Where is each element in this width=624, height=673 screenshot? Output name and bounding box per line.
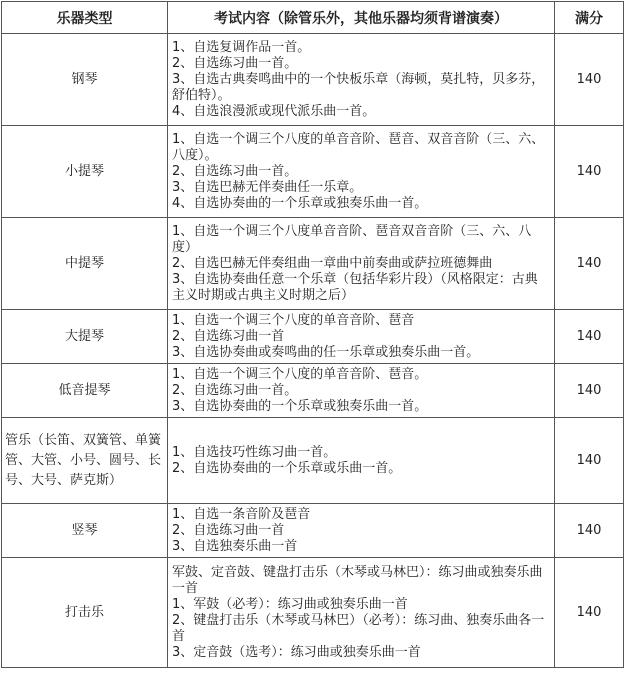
content-line: 2、自选练习曲一首 xyxy=(172,328,285,344)
instrument-type-cell: 小提琴 xyxy=(2,126,168,218)
instrument-type-cell: 低音提琴 xyxy=(2,364,168,418)
exam-content-cell xyxy=(168,504,555,558)
header-exam-content: 考试内容（除管乐外，其他乐器均须背谱演奏） xyxy=(168,2,555,34)
content-line: 1、自选一个调三个八度的单音音阶、琶音 xyxy=(172,312,415,328)
table-row xyxy=(2,418,624,504)
exam-content-cell xyxy=(168,126,555,218)
instrument-type-cell: 打击乐 xyxy=(2,558,168,668)
content-line: 1、自选一个调三个八度的单音音阶、琶音、双音音阶（三、六、八度）。 xyxy=(172,131,545,163)
content-line: 2、自选巴赫无伴奏组曲一章曲中前奏曲或萨拉班德舞曲 xyxy=(172,255,493,271)
content-line: 2、自选练习曲一首 xyxy=(172,522,285,538)
full-score-cell: 140 xyxy=(555,504,624,558)
table-row xyxy=(2,504,624,558)
table-row xyxy=(2,364,624,418)
content-line: 3、定音鼓（选考）：练习曲或独奏乐曲一首 xyxy=(172,644,421,660)
content-line: 2、自选练习曲一首。 xyxy=(172,163,298,179)
exam-content-cell xyxy=(168,364,555,418)
full-score-cell: 140 xyxy=(555,558,624,668)
content-line: 3、自选协奏曲的一个乐章或独奏乐曲一首。 xyxy=(172,398,428,414)
table-row xyxy=(2,34,624,126)
full-score-cell: 140 xyxy=(555,310,624,364)
full-score-cell: 140 xyxy=(555,364,624,418)
content-line: 2、自选练习曲一首。 xyxy=(172,382,298,398)
content-line: 1、自选复调作品一首。 xyxy=(172,39,311,55)
exam-content-cell xyxy=(168,34,555,126)
content-line: 1、自选技巧性练习曲一首。 xyxy=(172,444,337,460)
exam-content-cell xyxy=(168,558,555,668)
content-line: 1、自选一个调三个八度单音音阶、琶音双音音阶（三、六、八度） xyxy=(172,223,532,255)
content-line: 2、自选协奏曲的一个乐章或乐曲一首。 xyxy=(172,460,402,476)
full-score-cell: 140 xyxy=(555,218,624,310)
content-line: 3、自选协奏曲任意一个乐章（包括华彩片段）（风格限定：古典主义时期或古典主义时期之后） xyxy=(172,271,538,303)
header-row xyxy=(2,2,624,34)
exam-content-cell xyxy=(168,418,555,504)
exam-content-cell xyxy=(168,218,555,310)
content-line: 军鼓、定音鼓、键盘打击乐（木琴或马林巴）：练习曲或独奏乐曲一首 xyxy=(172,564,543,596)
table-row xyxy=(2,126,624,218)
instrument-type-cell: 大提琴 xyxy=(2,310,168,364)
full-score-cell: 140 xyxy=(555,34,624,126)
content-line: 4、自选协奏曲的一个乐章或独奏乐曲一首。 xyxy=(172,195,428,211)
instrument-type-cell: 中提琴 xyxy=(2,218,168,310)
header-instrument-type: 乐器类型 xyxy=(2,2,168,34)
header-full-score: 满分 xyxy=(555,2,624,34)
content-line: 3、自选协奏曲或奏鸣曲的任一乐章或独奏乐曲一首。 xyxy=(172,344,480,360)
content-line: 4、自选浪漫派或现代派乐曲一首。 xyxy=(172,103,376,119)
exam-content-table xyxy=(1,1,624,668)
instrument-type-cell: 竖琴 xyxy=(2,504,168,558)
content-line: 2、键盘打击乐（木琴或马林巴）（必考）：练习曲、独奏乐曲各一首 xyxy=(172,612,545,644)
table-row xyxy=(2,218,624,310)
full-score-cell: 140 xyxy=(555,418,624,504)
exam-content-cell xyxy=(168,310,555,364)
content-line: 1、军鼓（必考）：练习曲或独奏乐曲一首 xyxy=(172,596,408,612)
instrument-type-cell: 管乐（长笛、双簧管、单簧管、大管、小号、圆号、长号、大号、萨克斯） xyxy=(2,418,168,504)
table-row xyxy=(2,558,624,668)
content-line: 2、自选练习曲一首。 xyxy=(172,55,298,71)
table-row xyxy=(2,310,624,364)
content-line: 1、自选一个调三个八度的单音音阶、琶音。 xyxy=(172,366,428,382)
instrument-type-cell: 钢琴 xyxy=(2,34,168,126)
content-line: 3、自选独奏乐曲一首 xyxy=(172,538,298,554)
full-score-cell: 140 xyxy=(555,126,624,218)
content-line: 3、自选古典奏鸣曲中的一个快板乐章（海顿，莫扎特，贝多芬，舒伯特）。 xyxy=(172,71,545,103)
content-line: 3、自选巴赫无伴奏曲任一乐章。 xyxy=(172,179,363,195)
content-line: 1、自选一条音阶及琶音 xyxy=(172,506,311,522)
